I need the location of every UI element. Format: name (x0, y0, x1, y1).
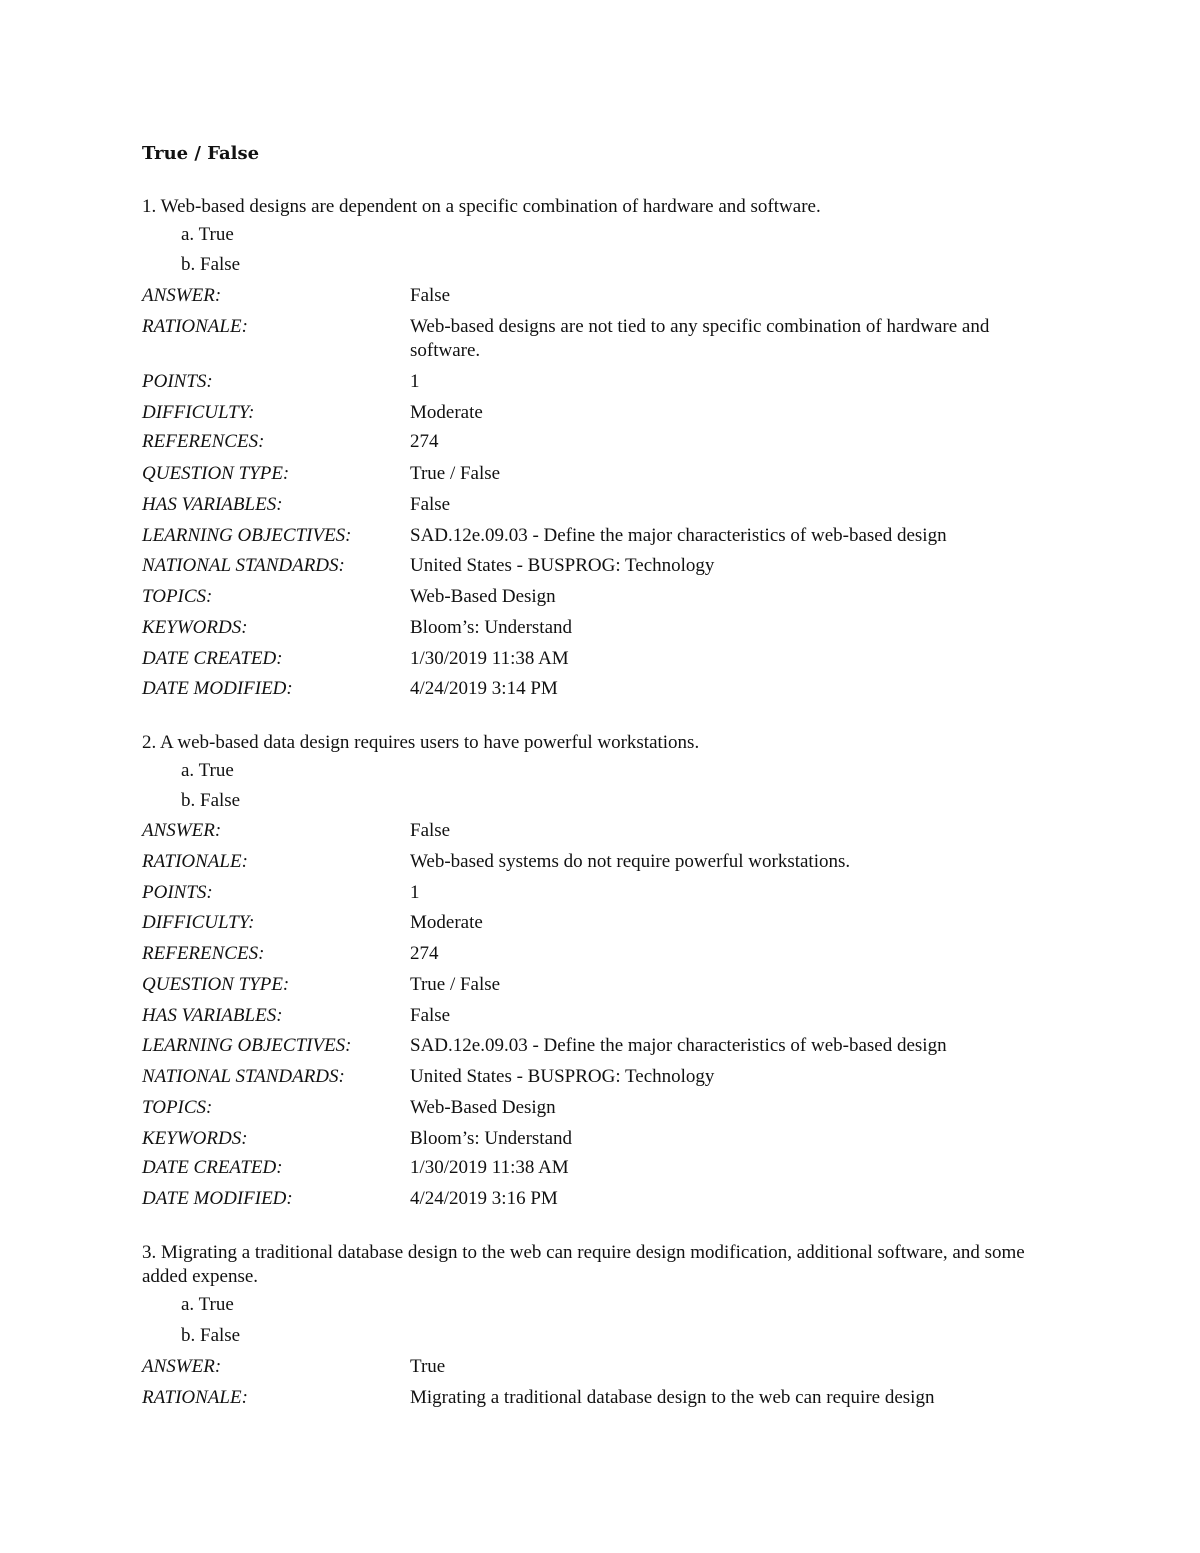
rationale-value: Web-based systems do not require powerful workstations. (410, 851, 851, 872)
difficulty-value: Moderate (410, 912, 483, 933)
answer-value: True (410, 1356, 446, 1377)
references-label: REFERENCES: (142, 431, 265, 452)
national-standards-value: United States - BUSPROG: Technology (410, 555, 715, 576)
question-type-label: QUESTION TYPE: (142, 463, 290, 484)
national-standards-value: United States - BUSPROG: Technology (410, 1066, 715, 1087)
learning-objectives-value: SAD.12e.09.03 - Define the major characteristics of web-based design (410, 525, 947, 546)
question-type-value: True / False (410, 463, 501, 484)
references-label: REFERENCES: (142, 943, 265, 964)
answer-label: ANSWER: (142, 820, 222, 841)
has-variables-value: False (410, 1005, 451, 1026)
date-created-value: 1/30/2019 11:38 AM (410, 648, 569, 669)
date-modified-value: 4/24/2019 3:16 PM (410, 1188, 558, 1209)
question-2-text: 2. A web-based data design requires users to have powerful workstations. (142, 732, 700, 753)
question-2-option-a: a. True (181, 760, 234, 781)
question-3-option-b: b. False (181, 1325, 241, 1346)
question-1-option-b: b. False (181, 254, 241, 275)
topics-value: Web-Based Design (410, 586, 556, 607)
national-standards-label: NATIONAL STANDARDS: (142, 555, 345, 576)
has-variables-label: HAS VARIABLES: (142, 494, 283, 515)
rationale-label: RATIONALE: (142, 851, 248, 872)
date-created-value: 1/30/2019 11:38 AM (410, 1157, 569, 1178)
learning-objectives-label: LEARNING OBJECTIVES: (142, 1035, 352, 1056)
answer-label: ANSWER: (142, 1356, 222, 1377)
section-title: True / False (142, 143, 260, 164)
difficulty-label: DIFFICULTY: (142, 912, 255, 933)
date-created-label: DATE CREATED: (142, 1157, 283, 1178)
references-value: 274 (410, 943, 439, 964)
rationale-label: RATIONALE: (142, 1387, 248, 1408)
question-type-value: True / False (410, 974, 501, 995)
learning-objectives-label: LEARNING OBJECTIVES: (142, 525, 352, 546)
difficulty-value: Moderate (410, 402, 483, 423)
date-modified-value: 4/24/2019 3:14 PM (410, 678, 558, 699)
keywords-value: Bloom’s: Understand (410, 1128, 573, 1149)
topics-label: TOPICS: (142, 586, 213, 607)
date-modified-label: DATE MODIFIED: (142, 678, 293, 699)
learning-objectives-value: SAD.12e.09.03 - Define the major characteristics of web-based design (410, 1035, 947, 1056)
question-1-option-a: a. True (181, 224, 234, 245)
references-value: 274 (410, 431, 439, 452)
answer-value: False (410, 820, 451, 841)
keywords-label: KEYWORDS: (142, 1128, 248, 1149)
rationale-label: RATIONALE: (142, 316, 248, 337)
points-label: POINTS: (142, 882, 213, 903)
question-3-text: 3. Migrating a traditional database design to the web can require design modification, additional software, and some added expense. (142, 1242, 1025, 1287)
has-variables-value: False (410, 494, 451, 515)
question-1-text: 1. Web-based designs are dependent on a specific combination of hardware and software. (142, 196, 821, 217)
points-value: 1 (410, 882, 420, 903)
points-value: 1 (410, 371, 420, 392)
topics-value: Web-Based Design (410, 1097, 556, 1118)
answer-value: False (410, 285, 451, 306)
has-variables-label: HAS VARIABLES: (142, 1005, 283, 1026)
difficulty-label: DIFFICULTY: (142, 402, 255, 423)
rationale-value: Migrating a traditional database design to the web can require design (410, 1387, 935, 1408)
question-type-label: QUESTION TYPE: (142, 974, 290, 995)
rationale-value: Web-based designs are not tied to any specific combination of hardware and software. (410, 316, 990, 361)
keywords-label: KEYWORDS: (142, 617, 248, 638)
question-2-option-b: b. False (181, 790, 241, 811)
topics-label: TOPICS: (142, 1097, 213, 1118)
national-standards-label: NATIONAL STANDARDS: (142, 1066, 345, 1087)
keywords-value: Bloom’s: Understand (410, 617, 573, 638)
answer-label: ANSWER: (142, 285, 222, 306)
date-created-label: DATE CREATED: (142, 648, 283, 669)
points-label: POINTS: (142, 371, 213, 392)
date-modified-label: DATE MODIFIED: (142, 1188, 293, 1209)
question-3-option-a: a. True (181, 1294, 234, 1315)
